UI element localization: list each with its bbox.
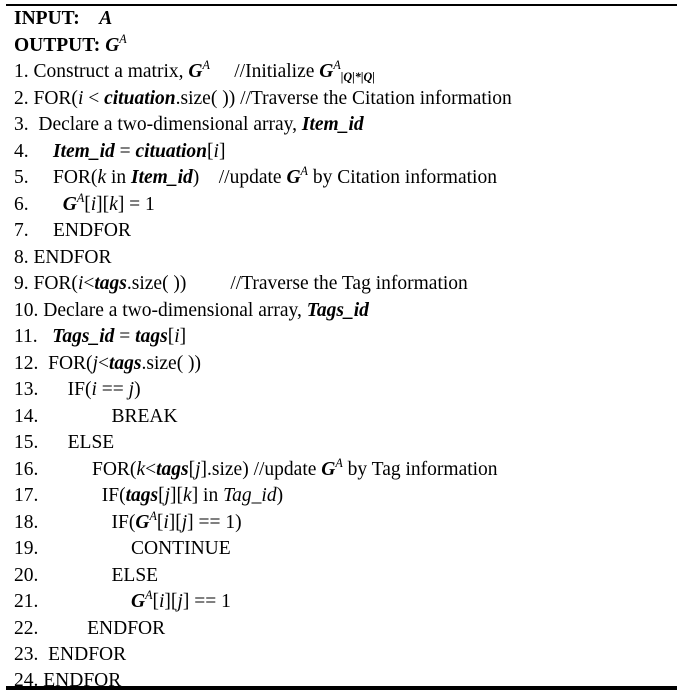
line-number: 6. xyxy=(14,193,29,215)
line-comment: //Traverse the Tag information xyxy=(230,273,468,294)
matrix-size-sub: |Q|*|Q| xyxy=(340,70,375,85)
matrix-symbol: G xyxy=(105,34,120,56)
line-text: ] == 1 xyxy=(182,591,231,612)
matrix-sup: A xyxy=(333,58,341,73)
line-number: 23. xyxy=(14,644,39,665)
line-text: FOR( xyxy=(53,167,98,188)
line-text: [ xyxy=(167,326,175,347)
matrix-sup: A xyxy=(145,588,153,603)
code-line-16 xyxy=(14,457,498,484)
matrix-symbol: G xyxy=(319,61,334,82)
line-text: < xyxy=(83,273,95,294)
line-comment: ) //update xyxy=(192,167,282,188)
var-i: i xyxy=(163,511,169,533)
line-text: [ xyxy=(207,140,214,162)
code-line-18 xyxy=(14,510,242,537)
line-text: FOR( xyxy=(33,273,78,294)
matrix-sup: A xyxy=(119,31,127,46)
code-line-20 xyxy=(14,563,158,590)
var-k: k xyxy=(136,458,146,480)
line-number: 21. xyxy=(14,591,39,612)
object-name: Item_id xyxy=(301,114,364,135)
code-line-1 xyxy=(14,59,375,86)
line-number: 19. xyxy=(14,538,39,559)
object-name: Item_id xyxy=(131,167,193,188)
line-text: [ xyxy=(158,485,165,506)
matrix-sup: A xyxy=(202,58,210,73)
code-line-12 xyxy=(14,351,201,378)
code-line-5 xyxy=(14,165,497,192)
var-k: k xyxy=(183,485,192,506)
code-line-23 xyxy=(14,642,126,669)
var-i: i xyxy=(77,273,84,294)
line-text: ][ xyxy=(170,485,184,506)
line-text: [ xyxy=(152,591,159,612)
input-label: INPUT: xyxy=(14,8,80,29)
keyword: CONTINUE xyxy=(131,538,231,559)
code-line-2 xyxy=(14,86,512,113)
var-i: i xyxy=(213,140,219,162)
object-name: cituation xyxy=(104,87,176,109)
var-j: j xyxy=(177,591,183,612)
line-number: 4. xyxy=(14,140,29,162)
code-line-19 xyxy=(14,536,231,563)
line-text: FOR( xyxy=(48,352,93,374)
keyword: ENDFOR xyxy=(87,617,166,639)
line-comment: ].size) //update xyxy=(200,458,317,480)
line-number: 12. xyxy=(14,352,39,374)
code-line-17 xyxy=(14,483,283,510)
object-name: tags xyxy=(94,273,127,294)
line-text: ][ xyxy=(164,591,178,612)
keyword: ENDFOR xyxy=(43,670,122,691)
var-i: i xyxy=(91,379,97,400)
line-number: 7. xyxy=(14,220,29,241)
object-name: Tags_id xyxy=(52,326,115,347)
code-line-15 xyxy=(14,430,114,457)
var-j: j xyxy=(181,511,188,533)
code-line-11 xyxy=(14,324,186,351)
line-number: 3. xyxy=(14,114,29,135)
line-text: IF( xyxy=(67,379,92,400)
line-number: 5. xyxy=(14,167,29,188)
line-text: FOR( xyxy=(33,87,78,109)
algorithm-box xyxy=(6,4,677,690)
line-number: 11. xyxy=(14,326,38,347)
keyword: ELSE xyxy=(67,432,115,453)
code-line-6 xyxy=(14,192,155,219)
keyword: ENDFOR xyxy=(48,644,127,665)
matrix-symbol: G xyxy=(321,458,336,480)
line-text: < xyxy=(97,352,109,374)
var-i: i xyxy=(174,326,180,347)
line-number: 14. xyxy=(14,405,39,427)
code-line-3 xyxy=(14,112,364,139)
var-i: i xyxy=(90,193,97,215)
code-line-22 xyxy=(14,616,165,643)
line-text: .size( )) //Traverse the Citation information xyxy=(175,87,512,109)
line-text: = xyxy=(114,140,136,162)
line-number: 17. xyxy=(14,485,39,506)
matrix-symbol: G xyxy=(135,511,150,533)
matrix-sup: A xyxy=(76,190,85,205)
line-text: Construct a matrix, xyxy=(33,61,184,82)
line-text: < xyxy=(145,458,157,480)
object-name: tags xyxy=(108,352,142,374)
line-number: 16. xyxy=(14,458,39,480)
line-text: FOR( xyxy=(92,458,137,480)
code-line-21 xyxy=(14,589,231,616)
line-text: IF( xyxy=(111,511,136,533)
var-k: k xyxy=(97,167,107,188)
code-line-9 xyxy=(14,271,468,298)
keyword: ENDFOR xyxy=(53,220,132,241)
matrix-symbol: G xyxy=(188,61,203,82)
line-text: ] xyxy=(179,326,187,347)
line-text: ][ xyxy=(96,193,110,215)
code-line-8 xyxy=(14,245,112,272)
line-text: IF( xyxy=(101,485,126,506)
line-text: == xyxy=(96,379,129,400)
code-line-14 xyxy=(14,404,178,431)
line-text: ) xyxy=(276,485,284,506)
line-number: 20. xyxy=(14,564,39,586)
input-value: A xyxy=(99,8,113,29)
matrix-symbol: G xyxy=(131,591,146,612)
input-line xyxy=(14,6,112,33)
var-tag-id: Tag_id xyxy=(223,485,277,506)
var-j: j xyxy=(128,379,135,400)
code-line-24 xyxy=(14,668,121,695)
output-line xyxy=(14,33,127,60)
line-comment: by Tag information xyxy=(342,458,498,480)
matrix-sup: A xyxy=(149,508,157,523)
var-k: k xyxy=(109,193,118,215)
keyword: BREAK xyxy=(111,405,178,427)
line-number: 15. xyxy=(14,432,39,453)
keyword: ELSE xyxy=(111,564,159,586)
line-text: [ xyxy=(84,193,91,215)
line-text: Declare a two-dimensional array, xyxy=(43,299,302,321)
code-line-10 xyxy=(14,298,369,325)
line-comment: //Initialize xyxy=(234,61,315,82)
line-text: ) xyxy=(134,379,141,400)
line-text: ] xyxy=(218,140,226,162)
code-line-7 xyxy=(14,218,131,245)
line-text: Declare a two-dimensional array, xyxy=(38,114,297,135)
line-text: in xyxy=(106,167,132,188)
matrix-symbol: G xyxy=(62,193,77,215)
var-i: i xyxy=(77,87,84,109)
var-j: j xyxy=(195,458,201,480)
line-number: 10. xyxy=(14,299,39,321)
code-line-13 xyxy=(14,377,141,404)
matrix-sup: A xyxy=(335,455,343,470)
output-label: OUTPUT: xyxy=(14,34,101,56)
line-number: 8. xyxy=(14,246,29,268)
var-j: j xyxy=(92,352,98,374)
line-number: 22. xyxy=(14,617,39,639)
var-i: i xyxy=(158,591,165,612)
line-number: 13. xyxy=(14,379,39,400)
object-name: Tags_id xyxy=(306,299,369,321)
line-number: 18. xyxy=(14,511,39,533)
object-name: cituation xyxy=(135,140,208,162)
line-text: ] == 1) xyxy=(187,511,242,533)
line-number: 1. xyxy=(14,61,29,82)
line-number: 9. xyxy=(14,273,29,294)
line-text: [ xyxy=(156,511,164,533)
object-name: tags xyxy=(135,326,168,347)
line-number: 24. xyxy=(14,670,39,691)
object-name: Item_id xyxy=(53,140,115,162)
line-number: 2. xyxy=(14,87,29,109)
line-text: .size( )) xyxy=(126,273,187,294)
object-name: tags xyxy=(156,458,189,480)
line-text: [ xyxy=(188,458,196,480)
line-text: ] in xyxy=(191,485,224,506)
line-text: ][ xyxy=(168,511,182,533)
matrix-sup: A xyxy=(300,164,308,179)
line-comment: by Citation information xyxy=(307,167,497,188)
line-text: .size( )) xyxy=(141,352,202,374)
var-j: j xyxy=(164,485,171,506)
code-line-4 xyxy=(14,139,225,166)
object-name: tags xyxy=(125,485,159,506)
keyword: ENDFOR xyxy=(33,246,112,268)
line-text: ] = 1 xyxy=(117,193,155,215)
matrix-symbol: G xyxy=(286,167,301,188)
line-text: = xyxy=(114,326,136,347)
line-text: < xyxy=(83,87,105,109)
